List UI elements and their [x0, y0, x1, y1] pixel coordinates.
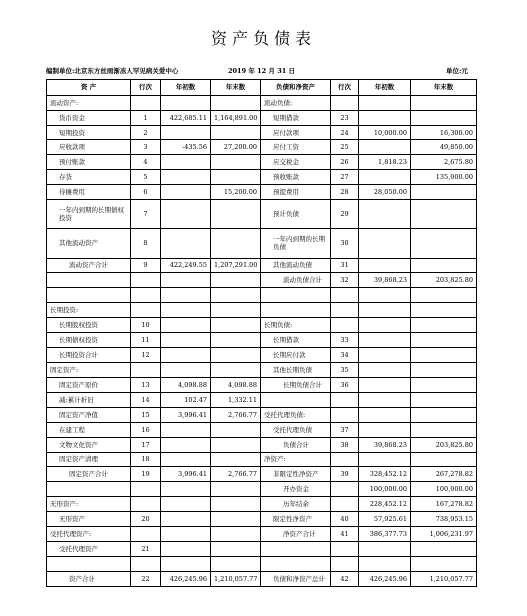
- liability-end-cell: [411, 333, 477, 348]
- asset-begin-cell: [161, 422, 211, 437]
- asset-begin-cell: [161, 273, 211, 288]
- asset-name-cell: 一年内到期的长期债权投资: [47, 200, 131, 229]
- header-begin: 年初数: [161, 80, 211, 96]
- header-line-2: 行次: [331, 80, 359, 96]
- asset-end-cell: [211, 288, 261, 303]
- liability-end-cell: 738,953.15: [411, 512, 477, 527]
- liability-begin-cell: [359, 452, 411, 467]
- asset-line-cell: 19: [131, 467, 161, 482]
- asset-begin-cell: [161, 303, 211, 318]
- asset-line-cell: 14: [131, 392, 161, 407]
- header-row: [47, 80, 477, 96]
- liability-name-cell: 历年结余: [261, 497, 331, 512]
- asset-name-cell: 流动资产:: [47, 95, 131, 110]
- table-row: [47, 422, 477, 437]
- asset-name-cell: 长期投资合计: [47, 348, 131, 363]
- liability-name-cell: 长期应付款: [261, 348, 331, 363]
- asset-begin-cell: [161, 288, 211, 303]
- liability-end-cell: 167,278.82: [411, 497, 477, 512]
- asset-begin-cell: [161, 95, 211, 110]
- liability-name-cell: 预计负债: [261, 200, 331, 229]
- asset-name-cell: [47, 273, 131, 288]
- liability-name-cell: 长期负债:: [261, 318, 331, 333]
- asset-end-cell: 1,210,057.77: [211, 571, 261, 586]
- asset-end-cell: 4,098.88: [211, 377, 261, 392]
- liability-name-cell: 长期借款: [261, 333, 331, 348]
- asset-name-cell: 在建工程: [47, 422, 131, 437]
- asset-name-cell: 固定资产清理: [47, 452, 131, 467]
- table-row: [47, 110, 477, 125]
- table-row: [47, 512, 477, 527]
- balance-sheet-table: [46, 79, 477, 587]
- asset-name-cell: 应收款项: [47, 140, 131, 155]
- liability-end-cell: 49,850.00: [411, 140, 477, 155]
- asset-end-cell: [211, 556, 261, 571]
- asset-name-cell: 待摊费用: [47, 185, 131, 200]
- asset-end-cell: [211, 125, 261, 140]
- liability-begin-cell: 39,868.23: [359, 273, 411, 288]
- liability-end-cell: 267,278.82: [411, 467, 477, 482]
- asset-begin-cell: [161, 200, 211, 229]
- asset-line-cell: [131, 95, 161, 110]
- liability-line-cell: 41: [331, 527, 359, 542]
- asset-name-cell: [47, 482, 131, 497]
- liability-line-cell: [331, 497, 359, 512]
- header-line: 行次: [131, 80, 161, 96]
- liability-begin-cell: [359, 542, 411, 557]
- liability-end-cell: 1,210,057.77: [411, 571, 477, 586]
- liability-end-cell: [411, 362, 477, 377]
- liability-name-cell: 开办资金: [261, 482, 331, 497]
- asset-line-cell: 3: [131, 140, 161, 155]
- liability-begin-cell: 57,925.61: [359, 512, 411, 527]
- liability-begin-cell: [359, 140, 411, 155]
- asset-begin-cell: [161, 170, 211, 185]
- liability-name-cell: 长期负债合计: [261, 377, 331, 392]
- liability-end-cell: 16,300.00: [411, 125, 477, 140]
- table-row: [47, 362, 477, 377]
- asset-end-cell: [211, 303, 261, 318]
- liability-end-cell: [411, 422, 477, 437]
- asset-end-cell: [211, 527, 261, 542]
- asset-line-cell: 7: [131, 200, 161, 229]
- table-row: [47, 95, 477, 110]
- liability-end-cell: [411, 258, 477, 273]
- liability-name-cell: 净资产:: [261, 452, 331, 467]
- table-row: [47, 155, 477, 170]
- liability-begin-cell: 228,452.12: [359, 497, 411, 512]
- asset-begin-cell: [161, 333, 211, 348]
- liability-line-cell: [331, 318, 359, 333]
- asset-begin-cell: 426,245.96: [161, 571, 211, 586]
- asset-begin-cell: [161, 229, 211, 258]
- liability-end-cell: [411, 229, 477, 258]
- asset-line-cell: 1: [131, 110, 161, 125]
- asset-begin-cell: 3,996.41: [161, 407, 211, 422]
- asset-end-cell: [211, 200, 261, 229]
- asset-name-cell: 固定资产合计: [47, 467, 131, 482]
- asset-line-cell: 2: [131, 125, 161, 140]
- liability-line-cell: [331, 542, 359, 557]
- liability-line-cell: 25: [331, 140, 359, 155]
- liability-begin-cell: [359, 333, 411, 348]
- asset-name-cell: 短期投资: [47, 125, 131, 140]
- asset-line-cell: 5: [131, 170, 161, 185]
- asset-line-cell: 10: [131, 318, 161, 333]
- table-row: [47, 125, 477, 140]
- asset-end-cell: [211, 333, 261, 348]
- table-row: [47, 571, 477, 586]
- liability-name-cell: 应交税金: [261, 155, 331, 170]
- table-row: [47, 348, 477, 363]
- liability-name-cell: [261, 392, 331, 407]
- asset-line-cell: [131, 288, 161, 303]
- liability-name-cell: [261, 556, 331, 571]
- asset-end-cell: [211, 452, 261, 467]
- asset-line-cell: 13: [131, 377, 161, 392]
- liability-name-cell: 净资产合计: [261, 527, 331, 542]
- liability-end-cell: [411, 452, 477, 467]
- liability-line-cell: 23: [331, 110, 359, 125]
- liability-name-cell: 限定性净资产: [261, 512, 331, 527]
- asset-end-cell: [211, 155, 261, 170]
- liability-line-cell: [331, 303, 359, 318]
- report-title: 资产负债表: [210, 29, 316, 48]
- liability-line-cell: 38: [331, 437, 359, 452]
- asset-line-cell: 4: [131, 155, 161, 170]
- liability-begin-cell: [359, 362, 411, 377]
- asset-line-cell: [131, 273, 161, 288]
- asset-end-cell: 1,164,891.00: [211, 110, 261, 125]
- asset-name-cell: 减:累计折旧: [47, 392, 131, 407]
- liability-name-cell: [261, 288, 331, 303]
- liability-end-cell: [411, 303, 477, 318]
- asset-name-cell: 无形资产:: [47, 497, 131, 512]
- asset-end-cell: [211, 437, 261, 452]
- asset-line-cell: [131, 303, 161, 318]
- asset-begin-cell: [161, 362, 211, 377]
- liability-line-cell: 31: [331, 258, 359, 273]
- liability-begin-cell: [359, 170, 411, 185]
- liability-line-cell: 24: [331, 125, 359, 140]
- asset-begin-cell: [161, 155, 211, 170]
- liability-line-cell: 27: [331, 170, 359, 185]
- liability-begin-cell: [359, 392, 411, 407]
- table-row: [47, 288, 477, 303]
- liability-end-cell: [411, 348, 477, 363]
- asset-end-cell: 1,207,291.00: [211, 258, 261, 273]
- liability-line-cell: [331, 288, 359, 303]
- table-row: [47, 318, 477, 333]
- header-asset: 资 产: [47, 80, 131, 96]
- liability-name-cell: 应付工资: [261, 140, 331, 155]
- asset-begin-cell: [161, 482, 211, 497]
- asset-name-cell: 其他流动资产: [47, 229, 131, 258]
- table-row: [47, 185, 477, 200]
- liability-line-cell: [331, 452, 359, 467]
- liability-begin-cell: 10,000.00: [359, 125, 411, 140]
- liability-end-cell: 203,825.80: [411, 437, 477, 452]
- asset-name-cell: 资产合计: [47, 571, 131, 586]
- liability-end-cell: [411, 110, 477, 125]
- asset-begin-cell: [161, 527, 211, 542]
- liability-name-cell: 其他流动负债: [261, 258, 331, 273]
- asset-name-cell: 存货: [47, 170, 131, 185]
- asset-line-cell: [131, 497, 161, 512]
- liability-name-cell: 负债合计: [261, 437, 331, 452]
- asset-line-cell: [131, 362, 161, 377]
- liability-begin-cell: [359, 95, 411, 110]
- table-row: [47, 437, 477, 452]
- liability-end-cell: [411, 556, 477, 571]
- liability-end-cell: 135,000.00: [411, 170, 477, 185]
- asset-end-cell: [211, 229, 261, 258]
- header-begin-2: 年初数: [359, 80, 411, 96]
- liability-begin-cell: [359, 229, 411, 258]
- asset-end-cell: 2,766.77: [211, 467, 261, 482]
- liability-line-cell: [331, 392, 359, 407]
- asset-end-cell: [211, 542, 261, 557]
- liability-line-cell: 36: [331, 377, 359, 392]
- asset-name-cell: 受托代理资产:: [47, 527, 131, 542]
- asset-line-cell: 6: [131, 185, 161, 200]
- asset-begin-cell: 102.47: [161, 392, 211, 407]
- liability-begin-cell: 1,818.23: [359, 155, 411, 170]
- liability-name-cell: 流动负债合计: [261, 273, 331, 288]
- liability-begin-cell: [359, 556, 411, 571]
- liability-line-cell: 29: [331, 200, 359, 229]
- liability-begin-cell: 39,868.23: [359, 437, 411, 452]
- asset-end-cell: [211, 95, 261, 110]
- liability-end-cell: [411, 288, 477, 303]
- liability-line-cell: [331, 482, 359, 497]
- liability-name-cell: 其他长期负债: [261, 362, 331, 377]
- liability-line-cell: 35: [331, 362, 359, 377]
- asset-begin-cell: [161, 437, 211, 452]
- table-row: [47, 527, 477, 542]
- asset-begin-cell: [161, 452, 211, 467]
- asset-end-cell: 15,200.00: [211, 185, 261, 200]
- liability-line-cell: 37: [331, 422, 359, 437]
- asset-end-cell: [211, 482, 261, 497]
- liability-line-cell: 26: [331, 155, 359, 170]
- currency-unit: 单位:元: [446, 67, 468, 75]
- asset-line-cell: 20: [131, 512, 161, 527]
- asset-end-cell: [211, 497, 261, 512]
- liability-name-cell: 应付款项: [261, 125, 331, 140]
- asset-end-cell: 2,766.77: [211, 407, 261, 422]
- asset-begin-cell: 3,996.41: [161, 467, 211, 482]
- liability-name-cell: 受托代理负债: [261, 422, 331, 437]
- asset-begin-cell: -435.56: [161, 140, 211, 155]
- asset-line-cell: 18: [131, 452, 161, 467]
- asset-name-cell: 货币资金: [47, 110, 131, 125]
- table-row: [47, 377, 477, 392]
- asset-line-cell: 22: [131, 571, 161, 586]
- asset-line-cell: [131, 482, 161, 497]
- table-row: [47, 229, 477, 258]
- table-row: [47, 303, 477, 318]
- asset-name-cell: 流动资产合计: [47, 258, 131, 273]
- asset-end-cell: [211, 362, 261, 377]
- asset-line-cell: 17: [131, 437, 161, 452]
- asset-begin-cell: [161, 348, 211, 363]
- table-row: [47, 140, 477, 155]
- header-end-2: 年末数: [411, 80, 477, 96]
- liability-end-cell: [411, 200, 477, 229]
- liability-end-cell: 2,675.80: [411, 155, 477, 170]
- liability-end-cell: [411, 95, 477, 110]
- liability-begin-cell: [359, 348, 411, 363]
- liability-line-cell: 40: [331, 512, 359, 527]
- liability-begin-cell: [359, 110, 411, 125]
- liability-begin-cell: 426,245.96: [359, 571, 411, 586]
- table-row: [47, 273, 477, 288]
- liability-begin-cell: [359, 200, 411, 229]
- liability-name-cell: [261, 542, 331, 557]
- table-row: [47, 200, 477, 229]
- liability-begin-cell: [359, 407, 411, 422]
- asset-name-cell: [47, 288, 131, 303]
- liability-end-cell: 100,000.00: [411, 482, 477, 497]
- liability-end-cell: [411, 392, 477, 407]
- liability-end-cell: 203,825.80: [411, 273, 477, 288]
- asset-begin-cell: [161, 185, 211, 200]
- liability-begin-cell: [359, 303, 411, 318]
- liability-name-cell: 预收账款: [261, 170, 331, 185]
- preparing-unit: 编制单位:北京东方丝雨渐冻人罕见病关爱中心: [46, 67, 179, 75]
- asset-line-cell: [131, 556, 161, 571]
- asset-begin-cell: [161, 512, 211, 527]
- table-row: [47, 333, 477, 348]
- liability-end-cell: [411, 185, 477, 200]
- asset-name-cell: 预付账款: [47, 155, 131, 170]
- liability-name-cell: 预提费用: [261, 185, 331, 200]
- asset-begin-cell: [161, 497, 211, 512]
- asset-name-cell: 长期投资:: [47, 303, 131, 318]
- liability-begin-cell: 386,377.73: [359, 527, 411, 542]
- table-row: [47, 452, 477, 467]
- asset-line-cell: 11: [131, 333, 161, 348]
- asset-name-cell: 文物文化资产: [47, 437, 131, 452]
- asset-name-cell: 无形资产: [47, 512, 131, 527]
- liability-line-cell: 42: [331, 571, 359, 586]
- asset-begin-cell: [161, 318, 211, 333]
- asset-end-cell: [211, 318, 261, 333]
- liability-end-cell: 1,006,231.97: [411, 527, 477, 542]
- liability-name-cell: 受托代理负债:: [261, 407, 331, 422]
- liability-line-cell: [331, 95, 359, 110]
- asset-end-cell: [211, 422, 261, 437]
- asset-line-cell: 21: [131, 542, 161, 557]
- asset-name-cell: 固定资产:: [47, 362, 131, 377]
- asset-name-cell: 长期股权投资: [47, 318, 131, 333]
- table-row: [47, 392, 477, 407]
- liability-name-cell: 短期借款: [261, 110, 331, 125]
- asset-begin-cell: [161, 556, 211, 571]
- table-row: [47, 482, 477, 497]
- asset-name-cell: 受托代理资产: [47, 542, 131, 557]
- asset-begin-cell: [161, 542, 211, 557]
- asset-begin-cell: 4,098.88: [161, 377, 211, 392]
- liability-begin-cell: [359, 318, 411, 333]
- table-row: [47, 556, 477, 571]
- asset-end-cell: 27,200.00: [211, 140, 261, 155]
- table-row: [47, 407, 477, 422]
- asset-line-cell: 8: [131, 229, 161, 258]
- asset-line-cell: 16: [131, 422, 161, 437]
- liability-begin-cell: [359, 288, 411, 303]
- asset-name-cell: 固定资产净值: [47, 407, 131, 422]
- table-row: [47, 497, 477, 512]
- liability-name-cell: 一年内到期的长期负债: [261, 229, 331, 258]
- liability-name-cell: 负债和净资产总计: [261, 571, 331, 586]
- asset-line-cell: 15: [131, 407, 161, 422]
- table-row: [47, 467, 477, 482]
- asset-name-cell: 长期债权投资: [47, 333, 131, 348]
- liability-begin-cell: [359, 258, 411, 273]
- liability-line-cell: 28: [331, 185, 359, 200]
- liability-end-cell: [411, 542, 477, 557]
- liability-name-cell: 非限定性净资产: [261, 467, 331, 482]
- asset-end-cell: [211, 348, 261, 363]
- liability-line-cell: 32: [331, 273, 359, 288]
- asset-end-cell: 1,332.11: [211, 392, 261, 407]
- liability-end-cell: [411, 377, 477, 392]
- asset-line-cell: 9: [131, 258, 161, 273]
- liability-line-cell: 34: [331, 348, 359, 363]
- table-row: [47, 258, 477, 273]
- liability-begin-cell: 100,000.00: [359, 482, 411, 497]
- asset-end-cell: [211, 273, 261, 288]
- table-row: [47, 542, 477, 557]
- report-date: 2019 年 12 月 31 日: [228, 67, 295, 75]
- liability-line-cell: 39: [331, 467, 359, 482]
- header-end: 年末数: [211, 80, 261, 96]
- liability-name-cell: 流动负债:: [261, 95, 331, 110]
- liability-end-cell: [411, 407, 477, 422]
- liability-line-cell: 33: [331, 333, 359, 348]
- liability-begin-cell: 328,452.12: [359, 467, 411, 482]
- header-liabilities: 负债和净资产: [261, 80, 331, 96]
- liability-begin-cell: [359, 377, 411, 392]
- liability-end-cell: [411, 318, 477, 333]
- liability-begin-cell: [359, 422, 411, 437]
- asset-begin-cell: 422,249.55: [161, 258, 211, 273]
- asset-begin-cell: 422,685.11: [161, 110, 211, 125]
- liability-line-cell: [331, 407, 359, 422]
- asset-line-cell: [131, 527, 161, 542]
- asset-line-cell: 12: [131, 348, 161, 363]
- table-row: [47, 170, 477, 185]
- liability-line-cell: [331, 556, 359, 571]
- asset-name-cell: [47, 556, 131, 571]
- liability-line-cell: 30: [331, 229, 359, 258]
- liability-name-cell: [261, 303, 331, 318]
- liability-begin-cell: 28,050.00: [359, 185, 411, 200]
- asset-begin-cell: [161, 125, 211, 140]
- asset-end-cell: [211, 170, 261, 185]
- asset-name-cell: 固定资产原价: [47, 377, 131, 392]
- asset-end-cell: [211, 512, 261, 527]
